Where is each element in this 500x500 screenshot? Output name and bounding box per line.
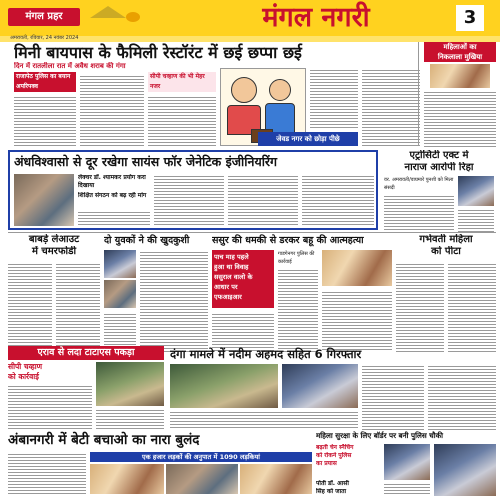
police-sub-4: पोती डॉ. आसी [316, 480, 349, 487]
row-three-col1 [8, 234, 100, 354]
science-bullet-2: शिक्षित संगठन को बढ़ रही मांग [78, 192, 147, 199]
right-top-photo [430, 64, 490, 88]
col3-sub-box [212, 250, 274, 308]
row-three-col2 [104, 234, 208, 354]
lead-col3-text [148, 95, 216, 147]
bottom-photo-2 [166, 464, 238, 494]
col3-sub-2: हुआ था विवाह [214, 263, 249, 271]
row-divider [8, 232, 496, 233]
lead-col4-text [310, 68, 358, 130]
col3-photo [322, 250, 392, 286]
bottom-headline: अंबानगरी में बेटी बचाओ का नारा बुलंद [8, 432, 200, 448]
police-headline: महिला सुरक्षा के लिए बॉर्डर पर बनी पुलिस चौकी [316, 431, 443, 440]
police-sub-2: को रोकने पुलिस [316, 452, 352, 459]
col1-headline-1: बाबड़े लेआउट [28, 234, 80, 245]
left-banner: एराव से लदा टाटाएस पकड़ा [8, 346, 164, 360]
police-story [316, 430, 496, 496]
col2-photo-1 [104, 250, 136, 278]
col3-sub-3: ससुराल वालो के [214, 273, 253, 281]
police-officer-photo [434, 444, 496, 496]
col4-headline-1: गर्भवती महिला [419, 234, 473, 245]
police-sub-1: बढ़ती चेन स्नैचिंग [316, 444, 354, 451]
right-top-headline-2: निकलाला मुखिया [424, 52, 496, 62]
lead-col1-text [14, 95, 76, 147]
brand-logo [8, 8, 80, 26]
masthead [0, 0, 500, 36]
brand-label: मंगल प्रहर [25, 11, 63, 22]
page-number: 3 [456, 5, 484, 31]
lead-col5-text [362, 68, 420, 148]
row-three-col3 [212, 234, 392, 354]
left-sub-2: को कार्रवाई [8, 372, 39, 381]
science-story [8, 150, 378, 230]
atrocity-byline: वर. अमरावती/वाघमारे पुनशी को मिला संसदी [384, 177, 454, 191]
lead-kicker: दिन में रातलीला रात में अवैध शराब की गंगा [14, 62, 126, 70]
lead-side-box-2: सीपी चव्हाण की भी मेहर नजर [148, 72, 216, 92]
col3-sub-4: आधार पर [214, 283, 238, 291]
science-bullet-1: लेक्चर डॉ. श्यामकर प्रयोग करा दिखाया [78, 174, 146, 189]
atrocity-photo [458, 176, 494, 206]
bottom-photo-3 [240, 464, 312, 494]
police-photo [384, 444, 430, 480]
right-photo-1 [170, 364, 278, 408]
police-sub-3: का प्रयास [316, 460, 337, 467]
brand-tagline-strip [90, 6, 180, 28]
science-headline: अंधविश्वासो से दूर रखेगा सायंस फॉर जेनेटिक इंजीनियरिंग [14, 154, 278, 169]
col2-headline: दो युवकों ने की खुदकुशी [104, 235, 190, 246]
right-headline: दंगा मामले में नदीम अहमद सहित 6 गिरफ्तार [170, 347, 362, 361]
bottom-photo-caption: एक हजार लड़कों की अनुपात में 1090 लड़कियां [90, 452, 312, 462]
science-photo [14, 174, 74, 226]
atrocity-headline-1: एट्रोसिटी एक्ट मे [409, 150, 469, 161]
col3-sub-1: पाच माह पहले [214, 253, 249, 261]
col4-headline-2: को पीटा [431, 246, 461, 257]
bottom-photo-1 [90, 464, 164, 494]
col1-headline-2: में चमरफोडी [31, 246, 77, 257]
row-three-col4 [396, 234, 496, 354]
atrocity-story [382, 150, 496, 234]
lead-col2-text [80, 74, 144, 147]
col2-photo-2 [104, 280, 136, 308]
dateline: अमरावती, रविवार, 24 नवंबर 2024 [10, 35, 79, 41]
col3-headline: ससुर की धमकी से डरकर बहू की आत्महत्या [212, 235, 364, 246]
col3-sub-5: एफआइआर [214, 293, 242, 301]
col3-caption: गाडगेनगर पुलिस की कार्रवाई [278, 251, 315, 265]
lead-cartoon-caption: जेवड नगर को छोड़ा पीछे [258, 132, 358, 146]
masthead-title: मंगल नगरी [262, 2, 370, 33]
atrocity-headline-2: नाराज आरोपी रिहा [404, 162, 474, 173]
left-photo [96, 362, 164, 406]
lead-side-box-1: राजापेठ पुलिस का बयान अपरिपक्व [14, 72, 76, 92]
lead-headline: मिनी बायपास के फैमिली रेस्टॉरंट में छई छप्पा छई [14, 43, 302, 62]
left-sub-1: सीपी चव्हाण [8, 362, 43, 371]
police-sub-5: सिंह को जाता [316, 488, 347, 495]
right-top-column [424, 42, 496, 148]
column-divider [418, 42, 419, 146]
right-photo-2 [282, 364, 358, 408]
police-sub-box [316, 444, 380, 480]
right-top-headline-1: महिलाओं का [424, 42, 496, 52]
